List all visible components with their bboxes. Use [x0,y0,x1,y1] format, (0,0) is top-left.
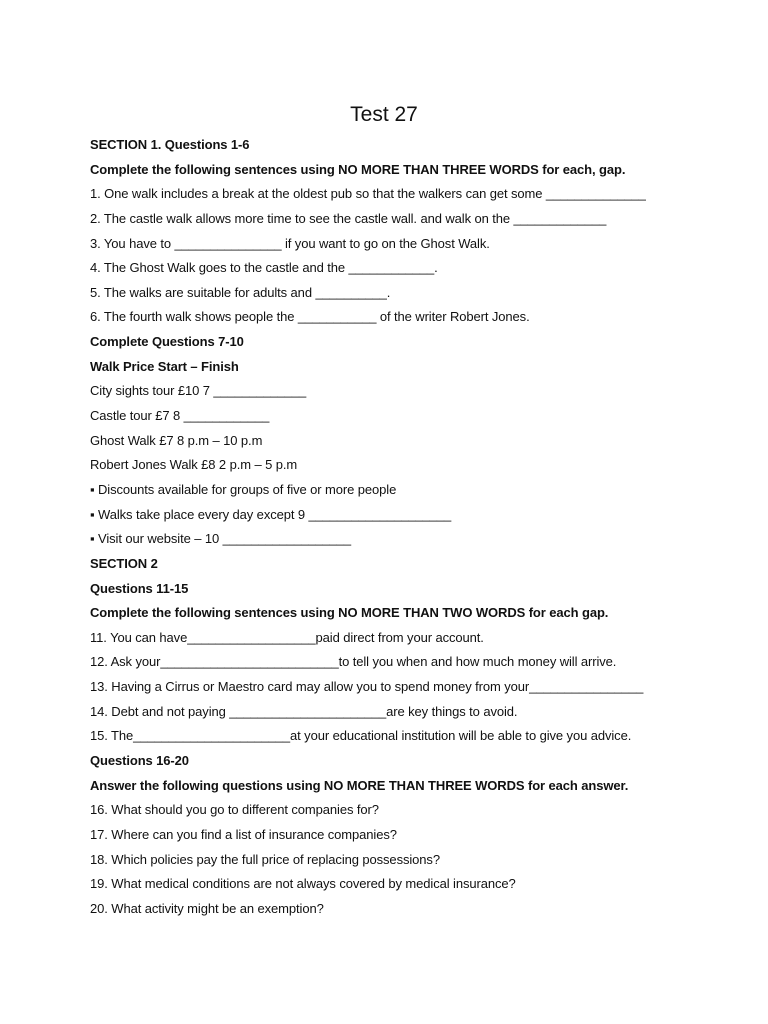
section-heading: Complete Questions 7-10 [90,334,244,350]
question-list [90,133,750,922]
section-heading: Complete the following sentences using NO MORE THAN THREE WORDS for each, gap. [90,161,626,177]
question-line: 5. The walks are suitable for adults and __________. [90,284,391,300]
section-heading: SECTION 2 [90,555,158,571]
question-line: 14. Debt and not paying ______________________are key things to avoid. [90,703,518,719]
section-heading: Questions 16-20 [90,753,189,769]
question-line: 20. What activity might be an exemption? [90,900,324,916]
question-line: 19. What medical conditions are not always covered by medical insurance? [90,876,516,892]
question-line: Castle tour £7 8 ____________ [90,408,270,424]
question-line: 4. The Ghost Walk goes to the castle and the ____________. [90,260,438,276]
question-line: 12. Ask your_________________________to tell you when and how much money will arrive. [90,654,617,670]
question-line: 1. One walk includes a break at the oldest pub so that the walkers can get some ______________ [90,186,646,202]
question-line: ▪ Visit our website – 10 __________________ [90,531,352,547]
question-line: 11. You can have__________________paid direct from your account. [90,629,484,645]
question-line: Ghost Walk £7 8 p.m – 10 p.m [90,432,263,448]
question-line: City sights tour £10 7 _____________ [90,383,307,399]
question-line: 3. You have to _______________ if you want to go on the Ghost Walk. [90,235,490,251]
section-heading: Answer the following questions using NO MORE THAN THREE WORDS for each answer. [90,777,629,793]
question-line: ▪ Discounts available for groups of five or more people [90,481,397,497]
section-heading: Questions 11-15 [90,580,189,596]
section-heading: SECTION 1. Questions 1-6 [90,137,250,152]
question-line: Robert Jones Walk £8 2 p.m – 5 p.m [90,457,298,473]
question-line: 16. What should you go to different companies for? [90,802,379,818]
question-line: 17. Where can you find a list of insurance companies? [90,826,397,842]
question-line: 18. Which policies pay the full price of replacing possessions? [90,851,440,867]
question-line: 15. The______________________at your educational institution will be able to give you advice. [90,728,632,744]
question-line: ▪ Walks take place every day except 9 ____________________ [90,506,452,522]
question-line: 2. The castle walk allows more time to see the castle wall. and walk on the _____________ [90,210,607,226]
question-line: 13. Having a Cirrus or Maestro card may allow you to spend money from your________________ [90,679,644,695]
section-heading: Complete the following sentences using NO MORE THAN TWO WORDS for each gap. [90,605,609,621]
section-heading: Walk Price Start – Finish [90,358,239,374]
page-title: Test 27 [350,103,418,126]
question-line: 6. The fourth walk shows people the ___________ of the writer Robert Jones. [90,309,530,325]
